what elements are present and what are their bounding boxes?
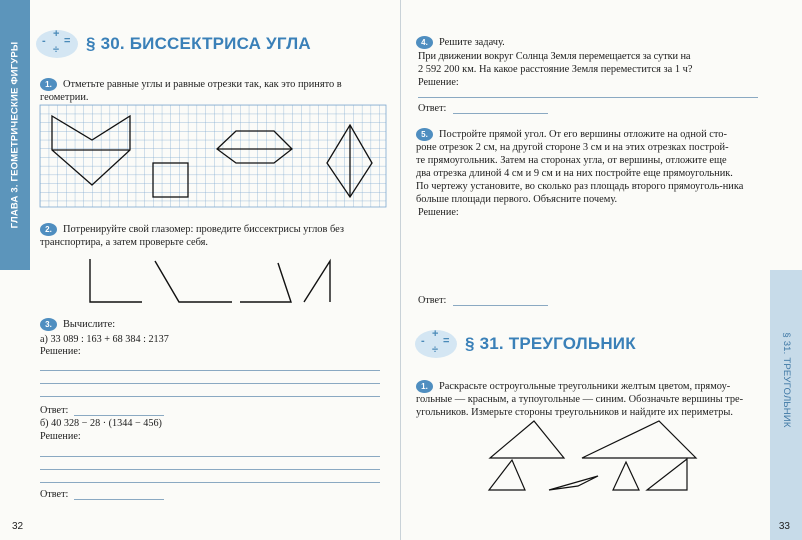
answer-line[interactable]	[40, 456, 380, 457]
answer-line[interactable]	[40, 469, 380, 470]
task-number-badge: 5.	[416, 128, 433, 141]
section-31-header	[413, 326, 636, 362]
task-3b-solution-label: Решение:	[40, 431, 81, 442]
triangle-3	[489, 460, 525, 490]
task-number-badge: 2.	[40, 223, 57, 236]
task-5-line: те прямоугольник. Затем на сторонах угла, от вершины, отложите еще	[416, 155, 727, 167]
math-ops-icon: - + = ÷	[413, 326, 459, 362]
angles-drawing	[80, 257, 401, 307]
triangle-1	[490, 421, 564, 458]
answer-input-line[interactable]	[74, 499, 164, 500]
task-2-left	[40, 223, 386, 249]
task-number-badge: 4.	[416, 36, 433, 49]
task-3-intro: Вычислите:	[63, 319, 116, 330]
task-5	[416, 128, 768, 206]
task-1-right	[416, 380, 768, 419]
angle-right	[90, 259, 142, 302]
task-5-line: больше площади первого. Объясните почему.	[416, 194, 618, 206]
task-5-answer-label: Ответ:	[418, 295, 447, 306]
task-1-right-line: угольников. Измерьте стороны треугольников и найдите их периметры.	[416, 407, 733, 419]
page-number-right: 33	[778, 521, 790, 532]
task-3a-expression: а) 33 089 : 163 + 68 384 : 2137	[40, 334, 169, 345]
answer-input-line[interactable]	[453, 113, 548, 114]
task-number-badge: 3.	[40, 318, 57, 331]
answer-input-line[interactable]	[74, 415, 164, 416]
page-number-left: 32	[12, 521, 24, 532]
task-4-intro: Решите задачу.	[439, 37, 505, 48]
triangle-6	[647, 459, 687, 490]
answer-line[interactable]	[40, 370, 380, 371]
task-number-badge: 1.	[416, 380, 433, 393]
task-1-right-line: Раскрасьте остроугольные треугольники желтым цветом, прямоу-	[439, 381, 731, 392]
chapter-side-label: ГЛАВА 3. ГЕОМЕТРИЧЕСКИЕ ФИГУРЫ	[9, 41, 21, 229]
task-4-solution-label: Решение:	[418, 77, 459, 88]
section-30-header	[34, 26, 311, 62]
right-page	[401, 0, 802, 540]
angle-obtuse	[155, 261, 232, 302]
task-3-left	[40, 318, 115, 331]
task-4-line-2: 2 592 200 км. На какое расстояние Земля переместится за 1 ч?	[418, 64, 693, 75]
task-4-line-1: При движении вокруг Солнца Земля перемещается за сутки на	[418, 51, 691, 62]
task-5-line: Постройте прямой угол. От его вершины отложите на одной сто-	[439, 129, 727, 140]
section-side-label: § 31. ТРЕУГОЛЬНИК	[780, 332, 792, 428]
answer-line[interactable]	[40, 396, 380, 397]
task-1-text: Отметьте равные углы и равные отрезки так, как это принято в геометрии.	[40, 79, 342, 104]
triangle-5	[613, 462, 639, 490]
triangle-2	[582, 421, 696, 458]
task-5-line: По чертежу установите, во сколько раз площадь второго прямоуголь-ника	[416, 181, 744, 193]
task-5-line: роне отрезок 2 см, на другой стороне 3 см и на этих отрезках построй-	[416, 142, 729, 154]
task-3a-solution-label: Решение:	[40, 346, 81, 357]
section-30-title: § 30. БИССЕКТРИСА УГЛА	[86, 34, 311, 53]
task-number-badge: 1.	[40, 78, 57, 91]
triangles-drawing	[401, 418, 761, 498]
grid-figures	[40, 105, 390, 211]
angle-acute-2	[304, 261, 330, 302]
answer-line[interactable]	[418, 97, 758, 98]
task-2-text: Потренируйте свой глазомер: проведите биссектрисы углов без транспортира, а затем проверьте себя.	[40, 224, 344, 249]
task-1-left	[40, 78, 386, 104]
answer-line[interactable]	[40, 383, 380, 384]
task-5-solution-label: Решение:	[418, 207, 459, 218]
task-4	[416, 36, 505, 49]
angle-acute-1	[240, 263, 291, 302]
task-3b-expression: б) 40 328 − 28 · (1344 − 456)	[40, 418, 162, 429]
answer-line[interactable]	[40, 482, 380, 483]
task-3a-answer-label: Ответ:	[40, 405, 69, 416]
answer-input-line[interactable]	[453, 305, 548, 306]
task-5-line: два отрезка длиной 4 см и 9 см и на них постройте еще прямоугольник.	[416, 168, 733, 180]
triangle-4	[549, 476, 598, 490]
task-4-answer-label: Ответ:	[418, 103, 447, 114]
section-31-title: § 31. ТРЕУГОЛЬНИК	[465, 334, 636, 353]
math-ops-icon: - + = ÷	[34, 26, 80, 62]
task-1-right-line: гольные — красным, а тупоугольные — синим. Обозначьте вершины тре-	[416, 394, 744, 406]
task-3b-answer-label: Ответ:	[40, 489, 69, 500]
